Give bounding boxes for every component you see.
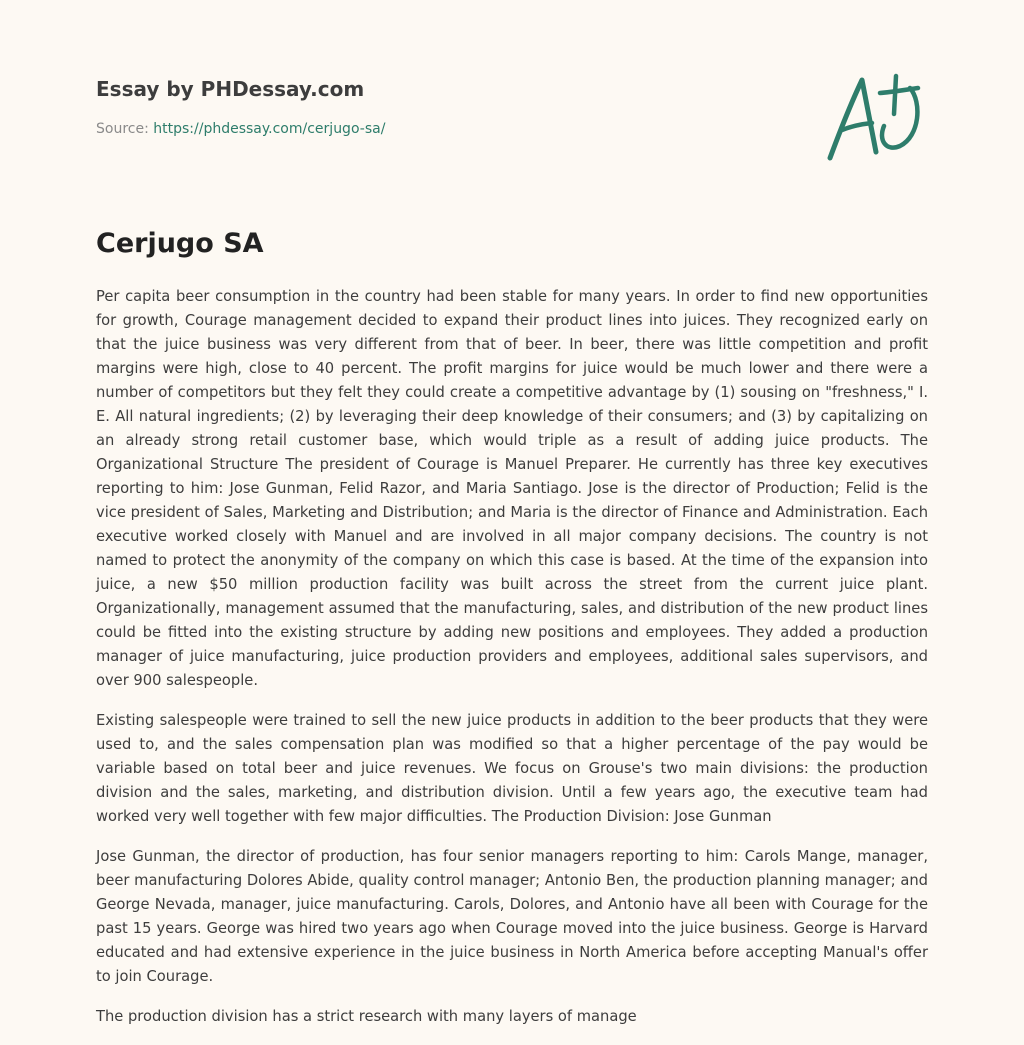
source-label: Source: xyxy=(96,121,149,137)
paragraph-1: Per capita beer consumption in the country had been stable for many years. In order to find new opportunities for growth, Courage management decided to expand their product lines into juices. They recognized early on that the juice business was very different from that of beer. In beer, there was little competition and profit margins were high, close to 40 percent. The profit margins for juice would be much lower and there were a number of competitors but they felt they could create a competitive advantage by (1) sousing on "freshness," I. E. All natural ingredients; (2) by leveraging their deep knowledge of their consumers; and (3) by capitalizing on an already strong retail customer base, which would triple as a result of adding juice products. The Organizational Structure The president of Courage is Manuel Preparer. He currently has three key executives reporting to him: Jose Gunman, Felid Razor, and Maria Santiago. Jose is the director of Production; Felid is the vice president of Sales, Marketing and Distribution; and Maria is the director of Finance and Administration. Each executive worked closely with Manuel and are involved in all major company decisions. The country is not named to protect the anonymity of the company on which this case is based. At the time of the expansion into juice, a new $50 million production facility was built across the street from the current juice plant. Organizationally, management assumed that the manufacturing, sales, and distribution of the new product lines could be fitted into the existing structure by adding new positions and employees. They added a production manager of juice manufacturing, juice production providers and employees, additional sales supervisors, and over 900 salespeople. xyxy=(96,288,928,689)
document-title: Cerjugo SA xyxy=(96,228,264,259)
source-link[interactable]: https://phdessay.com/cerjugo-sa/ xyxy=(153,121,386,137)
a-plus-grade-icon xyxy=(820,66,930,166)
page-header xyxy=(96,74,796,139)
paragraph-3: Jose Gunman, the director of production, has four senior managers reporting to him: Carols Mange, manager, beer manufacturing Dolores Abide, quality control manager; Antonio Ben, the production planning manager; and George Nevada, manager, juice manufacturing. Carols, Dolores, and Antonio have all been with Courage for the past 15 years. George was hired two years ago when Courage moved into the juice business. George is Harvard educated and had extensive experience in the juice business in North America before accepting Manual's offer to join Courage. xyxy=(96,848,928,985)
document-body xyxy=(96,285,928,1045)
paragraph-4: The production division has a strict research with many layers of manage xyxy=(96,1008,637,1025)
site-title: Essay by PHDessay.com xyxy=(96,77,365,101)
source-line xyxy=(96,119,796,139)
paragraph-2: Existing salespeople were trained to sell the new juice products in addition to the beer products that they were used to, and the sales compensation plan was modified so that a higher percentage of the pay would be variable based on total beer and juice revenues. We focus on Grouse's two main divisions: the production division and the sales, marketing, and distribution division. Until a few years ago, the executive team had worked very well together with few major difficulties. The Production Division: Jose Gunman xyxy=(96,712,928,825)
